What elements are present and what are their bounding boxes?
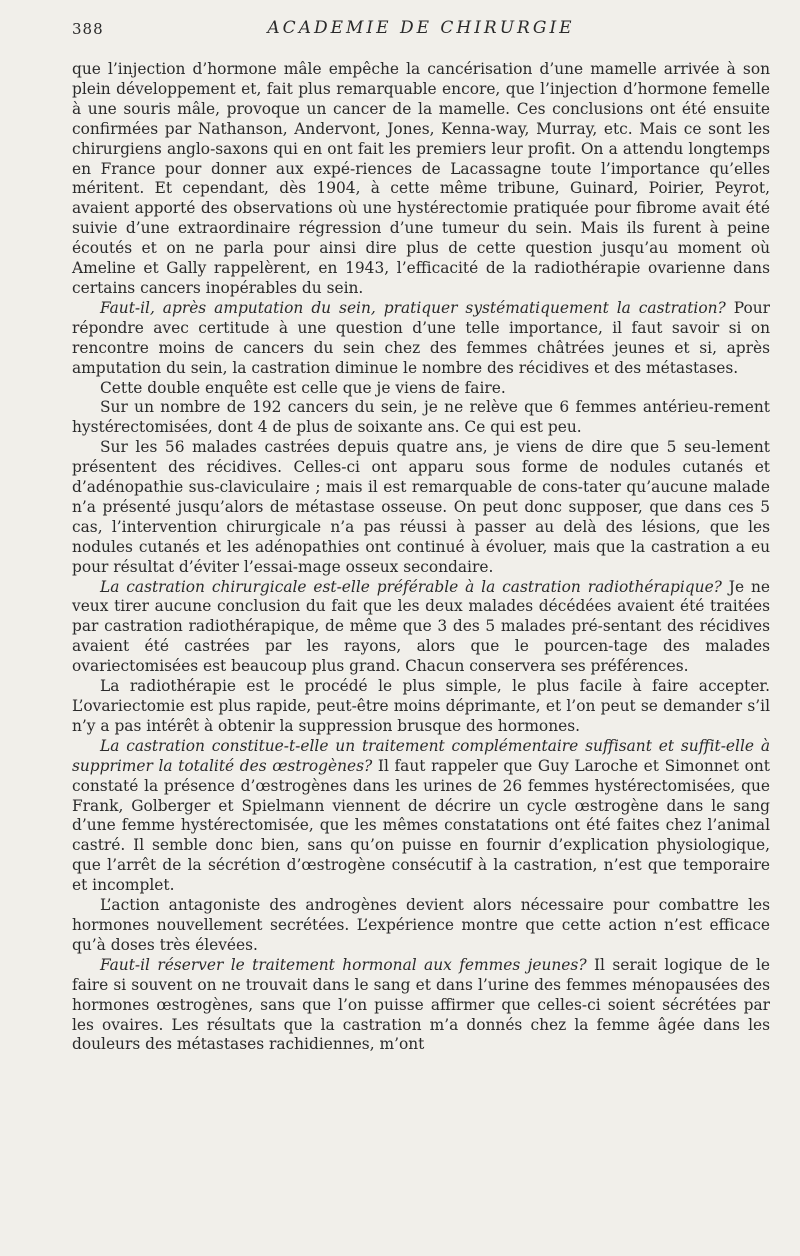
paragraph bbox=[72, 578, 770, 678]
paragraph-text: Sur les 56 malades castrées depuis quatre ans, je viens de dire que 5 seu-lement présentent des récidives. Celles-ci ont apparu sous forme de nodules cutanés et d’adénopathie sus-claviculaire ; mais il est remarquable de cons-tater qu’aucune malade n’a présenté jusqu’alors de métastase osseuse. On peut donc supposer, que dans ces 5 cas, l’intervention chirurgicale n’a pas réussi à passer au delà des lésions, que les nodules cutanés et les adénopathies ont continué à évoluer, mais que la castration a eu pour résultat d’éviter l’essai-mage osseux secondaire. bbox=[72, 438, 770, 576]
paragraph-text: Sur un nombre de 192 cancers du sein, je ne relève que 6 femmes antérieu-rement hystérectomisées, dont 4 de plus de soixante ans. Ce qui est peu. bbox=[72, 398, 770, 437]
paragraph bbox=[72, 398, 770, 438]
paragraph bbox=[72, 677, 770, 737]
paragraph-text: Il faut rappeler que Guy Laroche et Simonnet ont constaté la présence d’œstrogènes dans les urines de 26 femmes hystérectomisées, que Frank, Golberger et Spielmann viennent de décrire un cycle œstrogène dans le sang d’une femme hystérectomisée, que les mêmes constatations ont été faites chez l’animal castré. Il semble donc bien, sans qu’on puisse en fournir d’explication physiologique, que l’arrêt de la sécrétion d’œstrogène consécutif à la castration, n’est que temporaire et incomplet. bbox=[72, 756, 770, 895]
paragraph bbox=[72, 60, 770, 299]
paragraph bbox=[72, 438, 770, 577]
page-header bbox=[72, 16, 770, 46]
paragraph-text: Il serait logique de le faire si souvent on ne trouvait dans le sang et dans l’urine des femmes ménopausées des hormones œstrogènes, sans que l’on puisse affirmer que celles-ci soient sécrétées par les ovaires. Les résultats que la castration m’a donnés chez la femme âgée dans les douleurs des métastases rachidiennes, m’ont bbox=[72, 955, 771, 1054]
paragraph-text: Pour répondre avec certitude à une question d’une telle importance, il faut savoir si on rencontre moins de cancers du sein chez des femmes châtrées jeunes et si, après amputation du sein, la castration diminue le nombre des récidives et des métastases. bbox=[72, 298, 770, 377]
question-heading: La castration chirurgicale est-elle préférable à la castration radiothérapique? bbox=[100, 577, 722, 596]
paragraph bbox=[72, 299, 770, 379]
running-title: ACADEMIE DE CHIRURGIE bbox=[267, 18, 575, 38]
paragraph-text: L’action antagoniste des androgènes devient alors nécessaire pour combattre les hormones nouvellement secrétées. L’expérience montre que cette action n’est efficace qu’à doses très élevées. bbox=[72, 896, 770, 954]
paragraph bbox=[72, 737, 770, 896]
question-heading: La castration constitue-t-elle un traitement complémentaire suffisant et suffit-elle à supprimer la totalité des œstrogènes? bbox=[72, 736, 770, 775]
question-heading: Faut-il réserver le traitement hormonal aux femmes jeunes? bbox=[100, 955, 587, 974]
question-heading: Faut-il, après amputation du sein, pratiquer systématiquement la castration? bbox=[100, 298, 726, 317]
paragraph bbox=[72, 379, 770, 399]
paragraph-text: Je ne veux tirer aucune conclusion du fait que les deux malades décédées avaient été traitées par castration radiothérapique, de même que 3 des 5 malades pré-sentant des récidives avaient été castrées par les rayons, alors que le pourcen-tage des malades ovariectomisées est beaucoup plus grand. Chacun conservera ses préférences. bbox=[72, 577, 770, 676]
page-number: 388 bbox=[72, 20, 104, 38]
paragraph bbox=[72, 896, 770, 956]
paragraph-text: La radiothérapie est le procédé le plus simple, le plus facile à faire accepter. L’ovariectomie est plus rapide, peut-être moins déprimante, et l’on peut se demander s’il n’y a pas intérêt à obtenir la suppression brusque des hormones. bbox=[72, 677, 770, 735]
paragraph-text: Cette double enquête est celle que je viens de faire. bbox=[100, 378, 506, 397]
paragraph bbox=[72, 956, 770, 1056]
paragraph-text: que l’injection d’hormone mâle empêche la cancérisation d’une mamelle arrivée à son plein développement et, fait plus remarquable encore, que l’injection d’hormone femelle à une souris mâle, provoque un cancer de la mamelle. Ces conclusions ont été ensuite confirmées par Nathanson, Andervont, Jones, Kenna-way, Murray, etc. Mais ce sont les chirurgiens anglo-saxons qui en ont fait les premiers leur profit. On a attendu longtemps en France pour donner aux expé-riences de Lacassagne toute l’importance qu’elles méritent. Et cependant, dès 1904, à cette même tribune, Guinard, Poirier, Peyrot, avaient apporté des observations où une hystérectomie pratiquée pour fibrome avait été suivie d’une extraordinaire régression d’une tumeur du sein. Mais ils furent à peine écoutés et on ne parla pour ainsi dire plus de cette question jusqu’au moment où Ameline et Gally rappelèrent, en 1943, l’efficacité de la radiothérapie ovarienne dans certains cancers inopérables du sein. bbox=[72, 60, 770, 297]
body-text bbox=[72, 60, 770, 1055]
